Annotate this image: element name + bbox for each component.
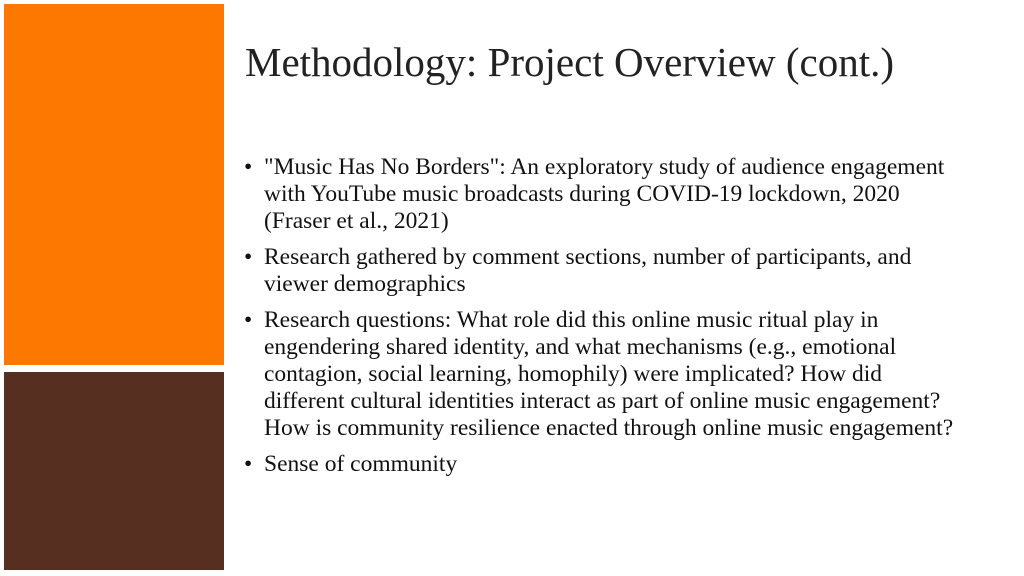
- bullet-icon: •: [244, 244, 253, 270]
- bullet-icon: •: [244, 154, 253, 180]
- bullet-item: [244, 244, 954, 298]
- bullet-text: Research gathered by comment sections, number of participants, and viewer demographics: [264, 244, 912, 297]
- bullet-text: "Music Has No Borders": An exploratory study of audience engagement with YouTube music broadcasts during COVID-19 lockdown, 2020 (Fraser et al., 2021): [264, 154, 945, 234]
- bullet-icon: •: [244, 307, 253, 333]
- bullet-icon: •: [244, 451, 253, 477]
- bullet-text: Sense of community: [264, 451, 458, 477]
- brown-accent-block: [4, 372, 224, 570]
- bullet-item: [244, 154, 954, 235]
- bullet-text: Research questions: What role did this online music ritual play in engendering shared identity, and what mechanisms (e.g., emotional contagion, social learning, homophily) were implicated? How did different cultural identities interact as part of online music engagement? How is community resilience enacted through online music engagement?: [264, 307, 954, 441]
- bullet-list: [244, 154, 954, 487]
- bullet-item: [244, 451, 954, 478]
- orange-accent-block: [4, 4, 224, 365]
- slide-title: Methodology: Project Overview (cont.): [245, 39, 895, 85]
- bullet-item: [244, 307, 954, 442]
